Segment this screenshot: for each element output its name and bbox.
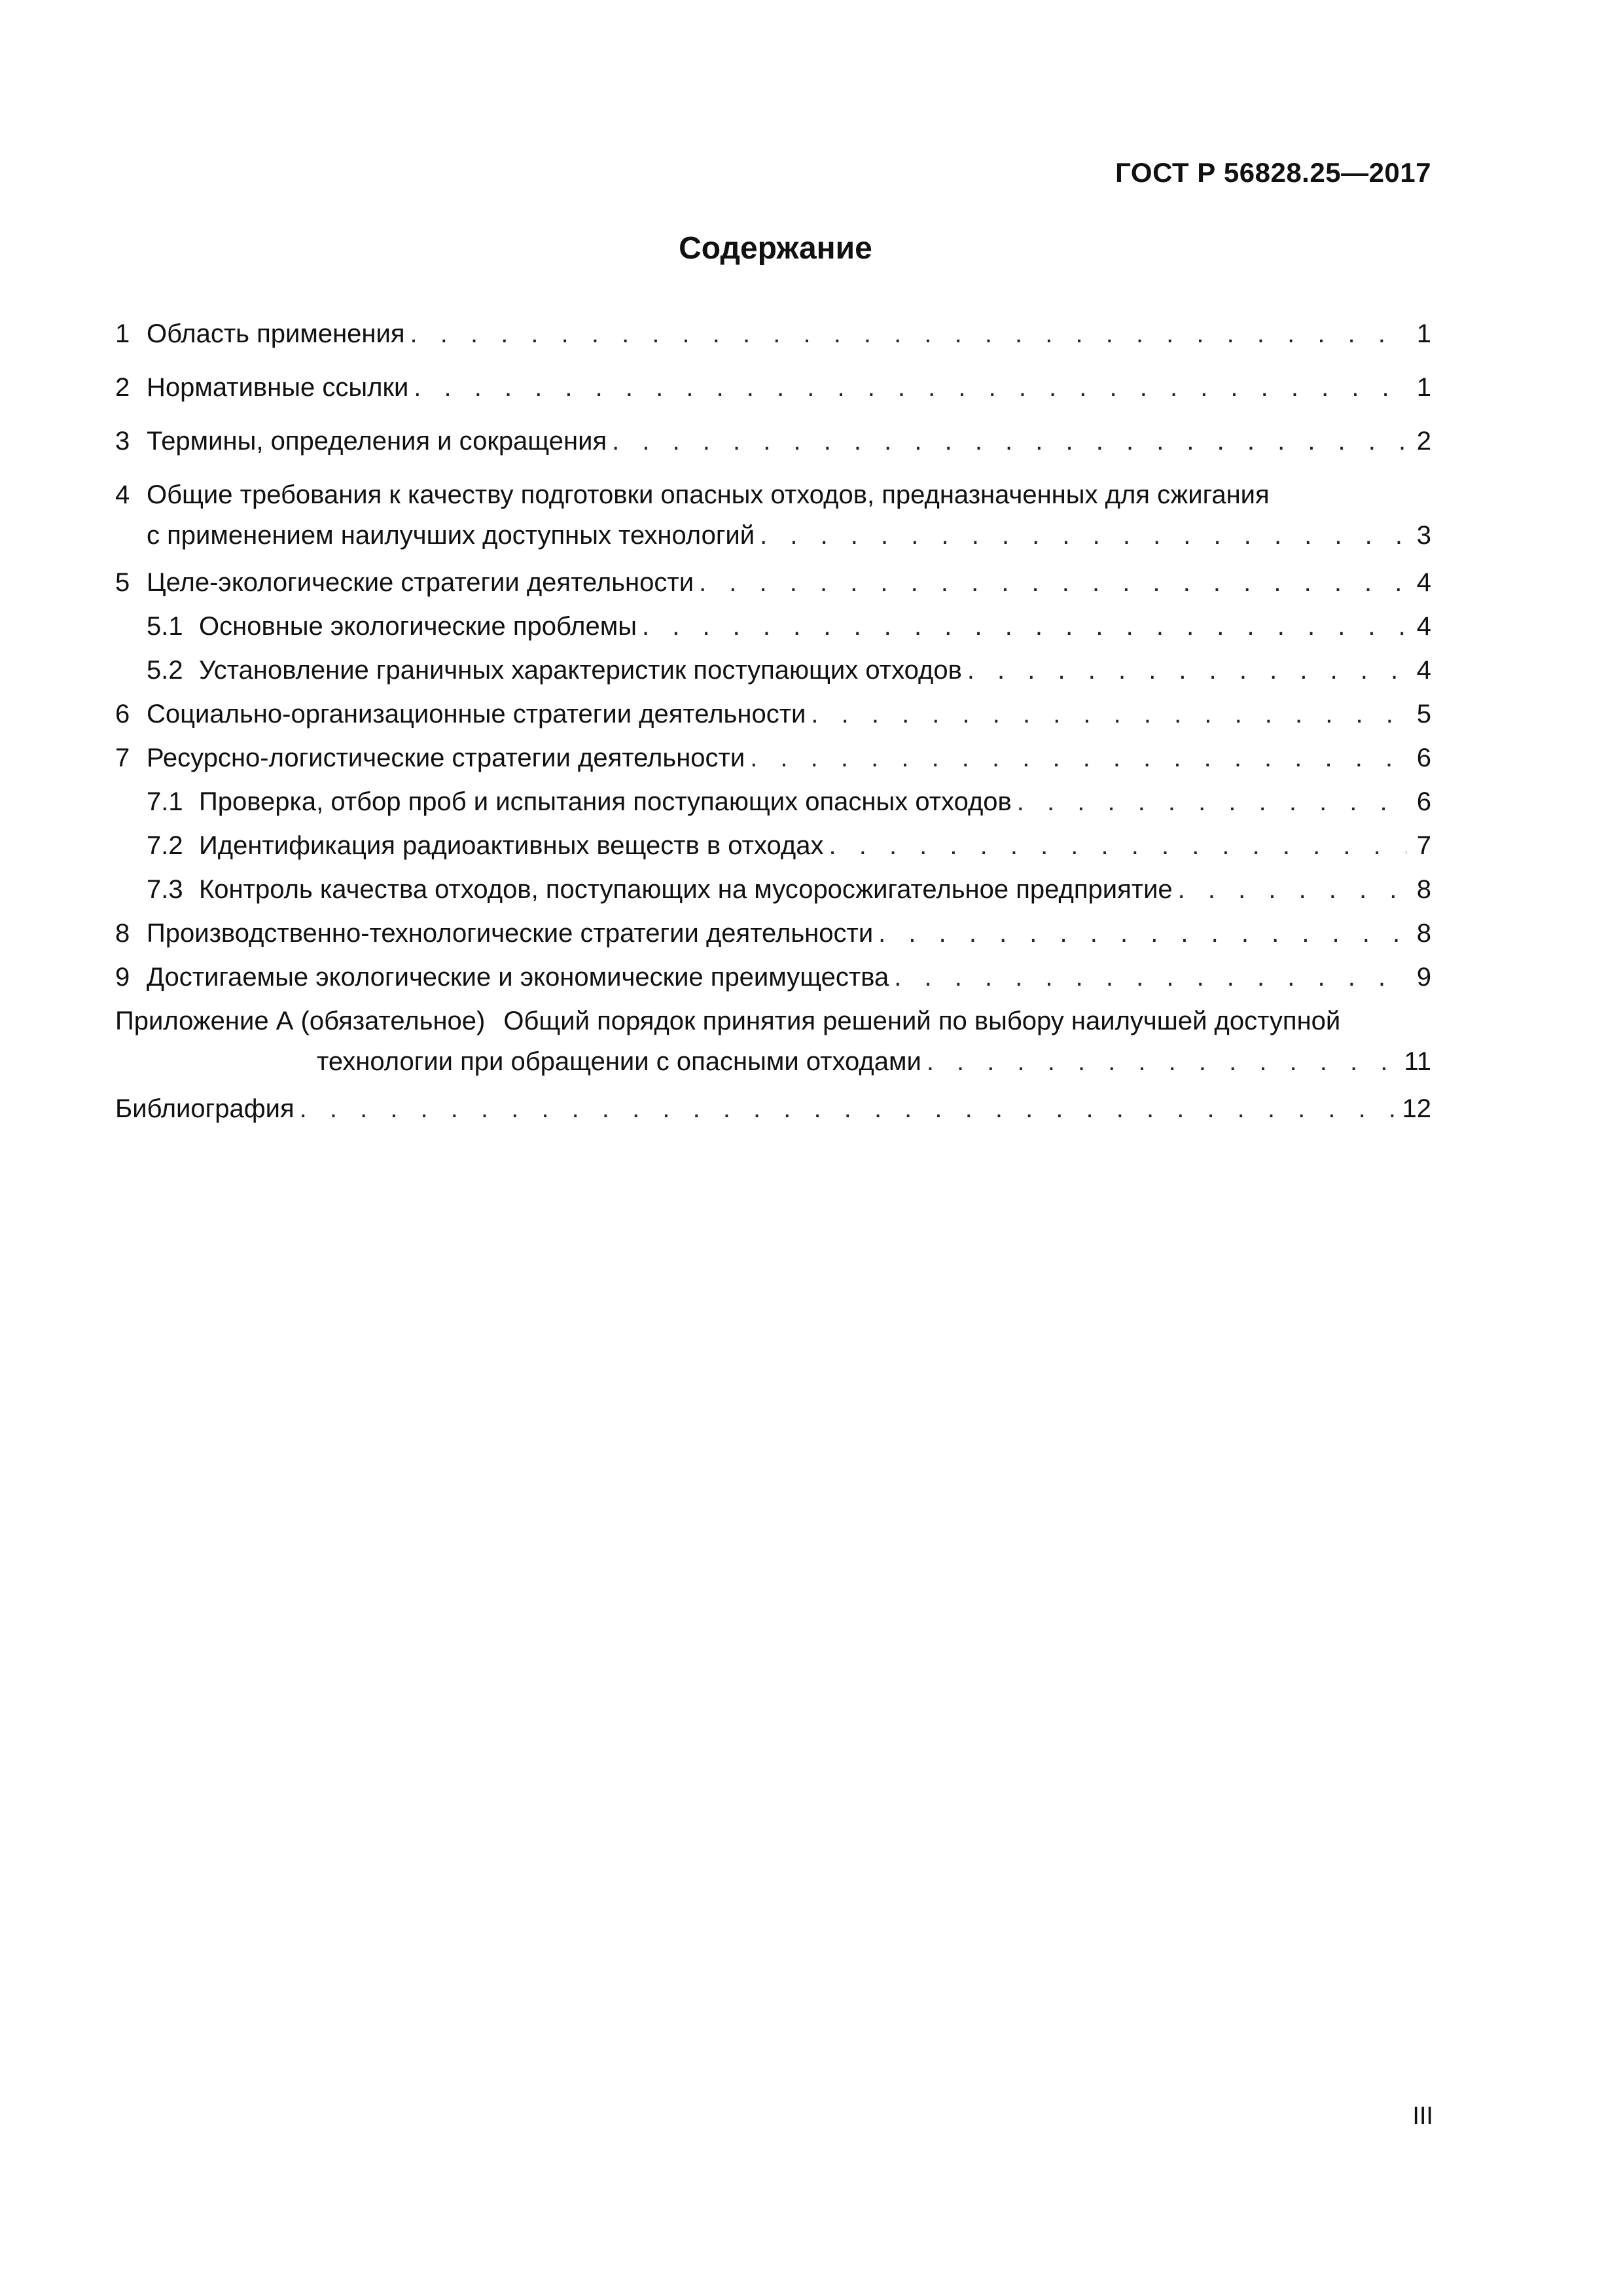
toc-entry-number: 7.2 [147, 831, 183, 860]
toc-entry[interactable] [115, 422, 1431, 465]
toc-entry[interactable] [115, 914, 1431, 958]
dot-leader [894, 958, 1406, 997]
dot-leader [699, 563, 1406, 602]
toc-entry-number: 6 [115, 700, 130, 728]
toc-entry-title: Общий порядок принятия решений по выбору наилучшей доступной [503, 1007, 1341, 1035]
toc-entry-title: Термины, определения и сокращения [147, 427, 607, 456]
dot-leader [878, 914, 1406, 953]
toc-entry-title: Достигаемые экологические и экономические преимущества [147, 963, 889, 992]
toc-entry[interactable] [115, 563, 1431, 607]
toc-subentry[interactable] [115, 782, 1431, 826]
toc-entry-number: 3 [115, 427, 130, 456]
toc-entry-number: 8 [115, 919, 130, 948]
toc-entry[interactable] [115, 475, 1431, 556]
toc-entry-title: Основные экологические проблемы [199, 612, 637, 641]
toc-entry-title: Контроль качества отходов, поступающих на мусоросжигательное предприятие [199, 875, 1173, 904]
toc-entry[interactable] [115, 314, 1431, 358]
toc-entry-number: 5.2 [147, 656, 183, 685]
toc-entry-page: 4 [1416, 568, 1431, 597]
dot-leader [760, 516, 1406, 555]
dot-leader [811, 694, 1406, 734]
toc-subentry[interactable] [115, 607, 1431, 651]
page-number: III [1412, 2102, 1433, 2130]
dot-leader [642, 607, 1406, 646]
toc-entry-page: 4 [1416, 656, 1431, 685]
table-of-contents [115, 314, 1431, 1133]
toc-entry-page: 11 [1404, 1047, 1431, 1076]
toc-title: Содержание [679, 231, 872, 266]
dot-leader [750, 738, 1406, 778]
toc-entry-page: 8 [1416, 875, 1431, 904]
toc-subentry[interactable] [115, 826, 1431, 870]
toc-entry-number: 9 [115, 963, 130, 992]
dot-leader [1178, 870, 1406, 909]
toc-entry-number: 7.1 [147, 787, 183, 816]
dot-leader [967, 651, 1406, 690]
toc-entry-title: Идентификация радиоактивных веществ в отходах [199, 831, 824, 860]
toc-entry[interactable] [115, 694, 1431, 738]
dot-leader [300, 1089, 1397, 1128]
toc-entry-title: Проверка, отбор проб и испытания поступающих опасных отходов [199, 787, 1012, 816]
toc-entry-page: 1 [1416, 319, 1431, 348]
toc-entry-page: 9 [1416, 963, 1431, 992]
dot-leader [612, 422, 1406, 461]
appendix-label: Приложение А (обязательное) [115, 1007, 486, 1035]
toc-entry-page: 1 [1416, 373, 1431, 402]
toc-entry-number: 1 [115, 319, 130, 348]
toc-entry[interactable] [115, 368, 1431, 412]
dot-leader [414, 368, 1406, 407]
dot-leader [927, 1042, 1399, 1081]
toc-entry-title: Производственно-технологические стратегии деятельности [147, 919, 874, 948]
toc-entry-number: 7 [115, 744, 130, 772]
toc-entry-page: 7 [1416, 831, 1431, 860]
toc-entry-title: Социально-организационные стратегии деятельности [147, 700, 806, 728]
toc-entry-number: 5 [115, 568, 130, 597]
toc-entry-bibliography[interactable] [115, 1089, 1431, 1133]
toc-entry-title: Область применения [147, 319, 405, 348]
document-code: ГОСТ Р 56828.25—2017 [1115, 157, 1431, 188]
toc-subentry[interactable] [115, 870, 1431, 914]
toc-entry[interactable] [115, 738, 1431, 782]
toc-entry-number: 5.1 [147, 612, 183, 641]
toc-entry-title: Ресурсно-логистические стратегии деятельности [147, 744, 745, 772]
toc-entry[interactable] [115, 958, 1431, 1001]
toc-entry-page: 8 [1416, 919, 1431, 948]
toc-entry-page: 6 [1416, 787, 1431, 816]
toc-entry-title-cont: с применением наилучших доступных технологий [147, 521, 755, 550]
toc-subentry[interactable] [115, 651, 1431, 694]
toc-entry-number: 4 [115, 480, 130, 509]
dot-leader [1017, 782, 1406, 821]
toc-entry-page: 12 [1402, 1094, 1431, 1123]
dot-leader [829, 826, 1406, 865]
toc-entry-title: Целе-экологические стратегии деятельности [147, 568, 694, 597]
toc-entry-number: 7.3 [147, 875, 183, 904]
toc-entry-title: Общие требования к качеству подготовки опасных отходов, предназначенных для сжигания [147, 480, 1270, 509]
toc-entry-page: 3 [1416, 521, 1431, 550]
toc-entry-title: Библиография [115, 1094, 294, 1123]
toc-entry-page: 6 [1416, 744, 1431, 772]
toc-entry-appendix[interactable] [115, 1001, 1431, 1083]
toc-entry-title: Установление граничных характеристик поступающих отходов [199, 656, 962, 685]
toc-entry-number: 2 [115, 373, 130, 402]
toc-entry-page: 2 [1416, 427, 1431, 456]
toc-entry-page: 5 [1416, 700, 1431, 728]
dot-leader [410, 314, 1406, 353]
toc-entry-page: 4 [1416, 612, 1431, 641]
toc-entry-title-cont: технологии при обращении с опасными отходами [317, 1047, 921, 1076]
toc-entry-title: Нормативные ссылки [147, 373, 409, 402]
